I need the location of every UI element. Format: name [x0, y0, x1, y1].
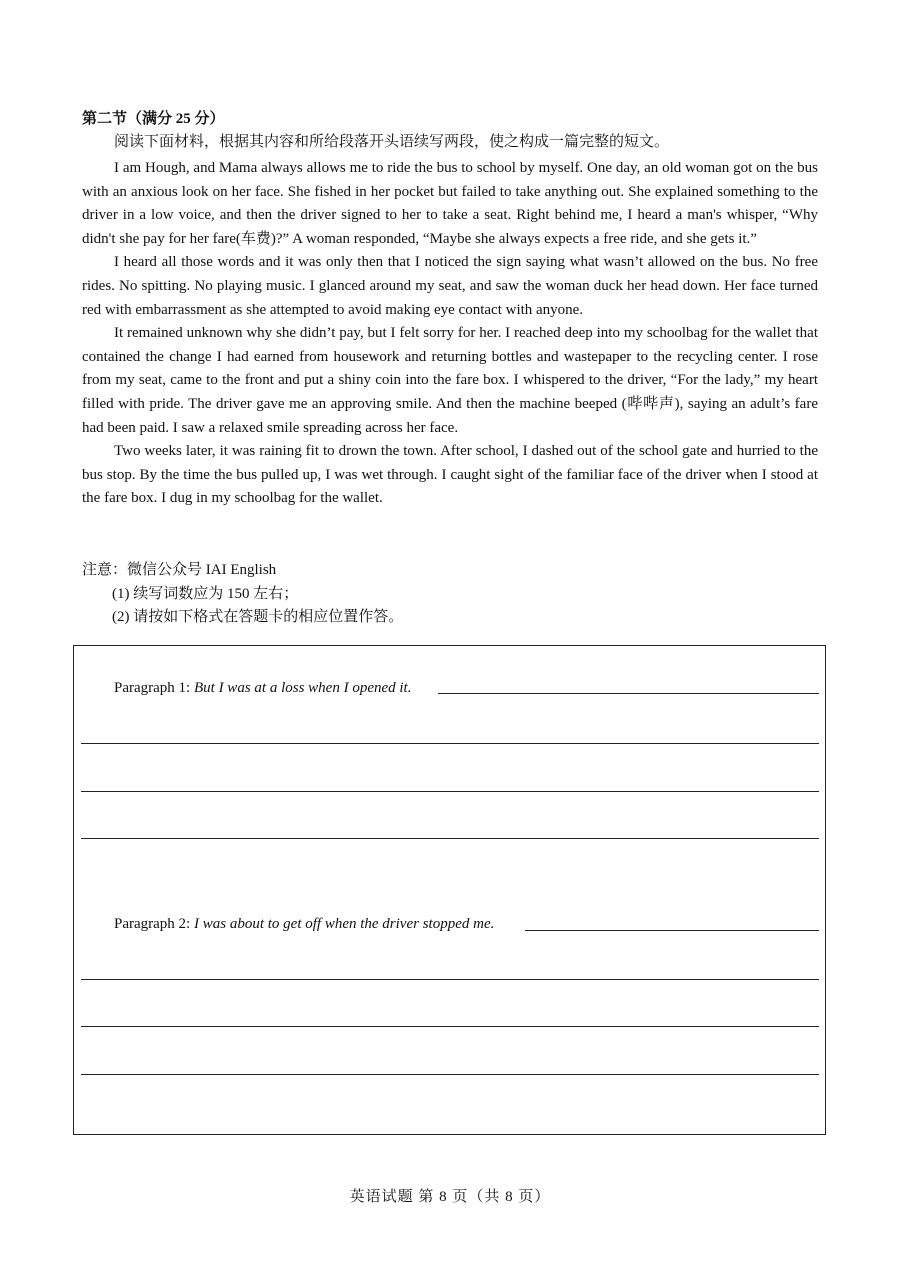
- reading-passage: [82, 157, 818, 511]
- answer-line[interactable]: [81, 1026, 819, 1027]
- passage-paragraph: I am Hough, and Mama always allows me to ride the bus to school by myself. One day, an old woman got on the bus with an anxious look on her face. She fished in her pocket but failed to take anything out. She explained something to the driver in a low voice, and then the driver signed to her to take a seat. Right behind me, I heard a man's whisper, “Why didn't she pay for her fare(车费)?” A woman responded, “Maybe she always expects a free ride, and she gets it.”: [82, 160, 818, 247]
- section-title: 第二节（满分 25 分）: [82, 111, 225, 127]
- answer-box: [73, 645, 826, 1135]
- paragraph2-prompt: [114, 914, 494, 934]
- paragraph1-label: Paragraph 1:: [114, 680, 194, 696]
- answer-line[interactable]: [81, 791, 819, 792]
- answer-line[interactable]: [81, 743, 819, 744]
- paragraph2-label: Paragraph 2:: [114, 916, 194, 932]
- note-item: (1) 续写词数应为 150 左右；: [112, 585, 299, 602]
- notes-heading: 注意：微信公众号 IAI English: [82, 562, 277, 578]
- paragraph1-prompt: [114, 678, 411, 698]
- answer-line[interactable]: [525, 930, 819, 931]
- answer-line[interactable]: [81, 979, 819, 980]
- answer-line[interactable]: [81, 838, 819, 839]
- passage-paragraph: Two weeks later, it was raining fit to drown the town. After school, I dashed out of the school gate and hurried to the bus stop. By the time the bus pulled up, I was wet through. I caught sight of the familiar face of the driver when I stood at the fare box. I dug in my schoolbag for the wallet.: [82, 443, 818, 507]
- passage-paragraph: It remained unknown why she didn’t pay, but I felt sorry for her. I reached deep into my schoolbag for the wallet that contained the change I had earned from housework and returning bottles and wastepaper to the recycling center. I rose from my seat, came to the front and put a shiny coin into the fare box. I whispered to the driver, “For the lady,” my heart filled with pride. The driver gave me an approving smile. And then the machine beeped (哔哔声), saying an adult’s fare had been paid. I saw a relaxed smile spreading across her face.: [82, 325, 818, 436]
- paragraph1-opening: But I was at a loss when I opened it.: [193, 680, 412, 696]
- answer-line[interactable]: [81, 1074, 819, 1075]
- page-footer: 英语试题 第 8 页（共 8 页）: [349, 1189, 551, 1205]
- paragraph2-opening: I was about to get off when the driver stopped me.: [193, 916, 495, 932]
- answer-line[interactable]: [438, 693, 819, 694]
- note-item: (2) 请按如下格式在答题卡的相应位置作答。: [112, 609, 404, 625]
- notes-block: [82, 559, 403, 630]
- section-instruction: 阅读下面材料，根据其内容和所给段落开头语续写两段，使之构成一篇完整的短文。: [114, 134, 670, 150]
- passage-paragraph: I heard all those words and it was only then that I noticed the sign saying what wasn’t allowed on the bus. No free rides. No spitting. No playing music. I glanced around my seat, and saw the woman duck her head down. Her face turned red with embarrassment as she attempted to avoid making eye contact with anyone.: [82, 254, 818, 318]
